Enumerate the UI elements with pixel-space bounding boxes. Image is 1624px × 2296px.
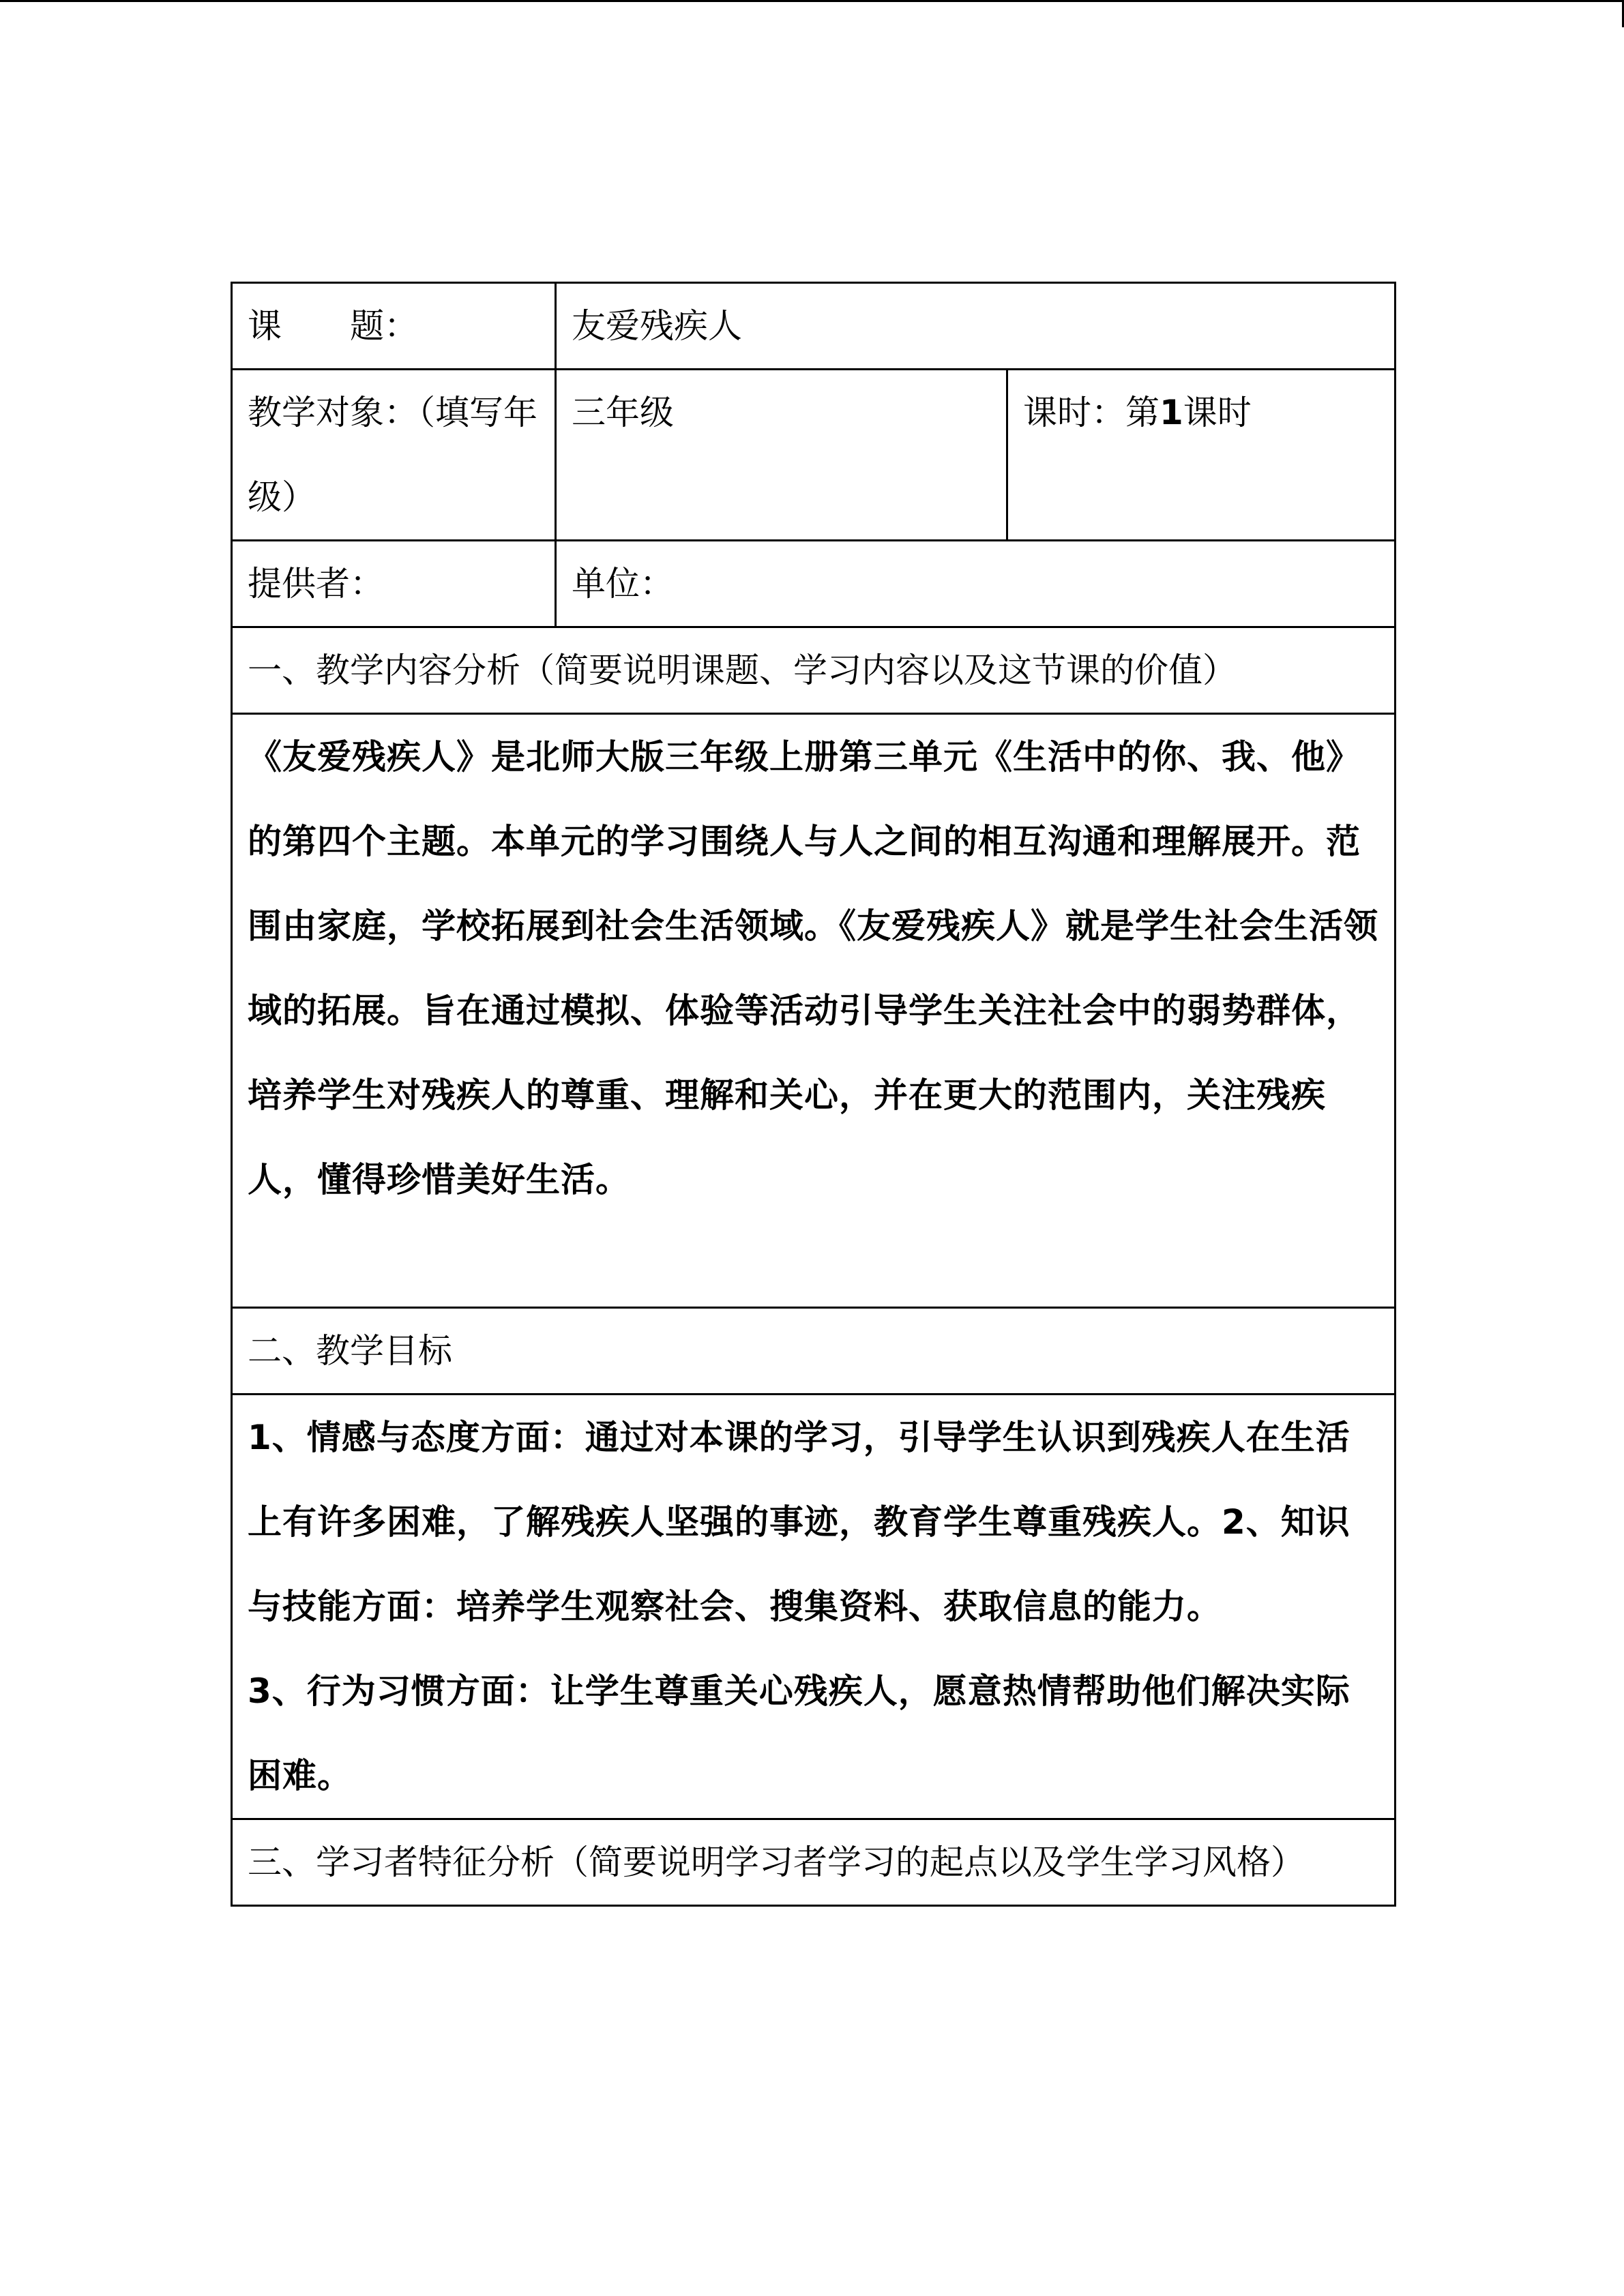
- period-number: 1: [1160, 393, 1183, 432]
- provider-label: 提供者：: [232, 541, 556, 627]
- provider-row: [232, 541, 1396, 627]
- learner-title-row: [232, 1819, 1396, 1906]
- audience-label: 教学对象：（填写年级）: [232, 370, 556, 541]
- audience-value: 三年级: [556, 370, 1007, 541]
- topic-value: 友爱残疾人: [556, 283, 1396, 370]
- topic-label: 课 题：: [232, 283, 556, 370]
- unit-label: 单位：: [556, 541, 1396, 627]
- goals-body-row: [232, 1395, 1396, 1819]
- teaching-goals-title: 二、教学目标: [232, 1308, 1396, 1395]
- teaching-goals-cell: [232, 1395, 1396, 1819]
- period-label: 课时：第: [1023, 393, 1160, 432]
- content-body-row: [232, 714, 1396, 1308]
- content-analysis-cell: [232, 714, 1396, 1308]
- content-analysis-body: 《友爱残疾人》是北师大版三年级上册第三单元《生活中的你、我、他》的第四个主题。本单元的学习围绕人与人之间的相互沟通和理解展开。范围由家庭，学校拓展到社会生活领域。《友爱残疾人》就是学生社会生活领域的拓展。旨在通过模拟、体验等活动引导学生关注社会中的弱势群体，培养学生对残疾人的尊重、理解和关心，并在更大的范围内，关注残疾人，懂得珍惜美好生活。: [248, 737, 1378, 1199]
- goals-title-row: [232, 1308, 1396, 1395]
- lesson-plan-table: [231, 282, 1396, 1907]
- period-suffix: 课时: [1183, 393, 1252, 432]
- content-analysis-title: 一、教学内容分析（简要说明课题、学习内容以及这节课的价值）: [232, 627, 1396, 714]
- learner-analysis-title: 三、学习者特征分析（简要说明学习者学习的起点以及学生学习风格）: [232, 1819, 1396, 1906]
- teaching-goals-part1: 1、情感与态度方面：通过对本课的学习，引导学生认识到残疾人在生活上有许多困难，了解残疾人坚强的事迹，教育学生尊重残疾人。2、知识与技能方面：培养学生观察社会、搜集资料、获取信息的能力。: [248, 1418, 1350, 1626]
- topic-row: [232, 283, 1396, 370]
- audience-row: [232, 370, 1396, 541]
- period-cell: [1007, 370, 1396, 541]
- content-title-row: [232, 627, 1396, 714]
- page-top-border: [0, 0, 1624, 2]
- teaching-goals-part2: 3、行为习惯方面：让学生尊重关心残疾人，愿意热情帮助他们解决实际困难。: [248, 1671, 1350, 1795]
